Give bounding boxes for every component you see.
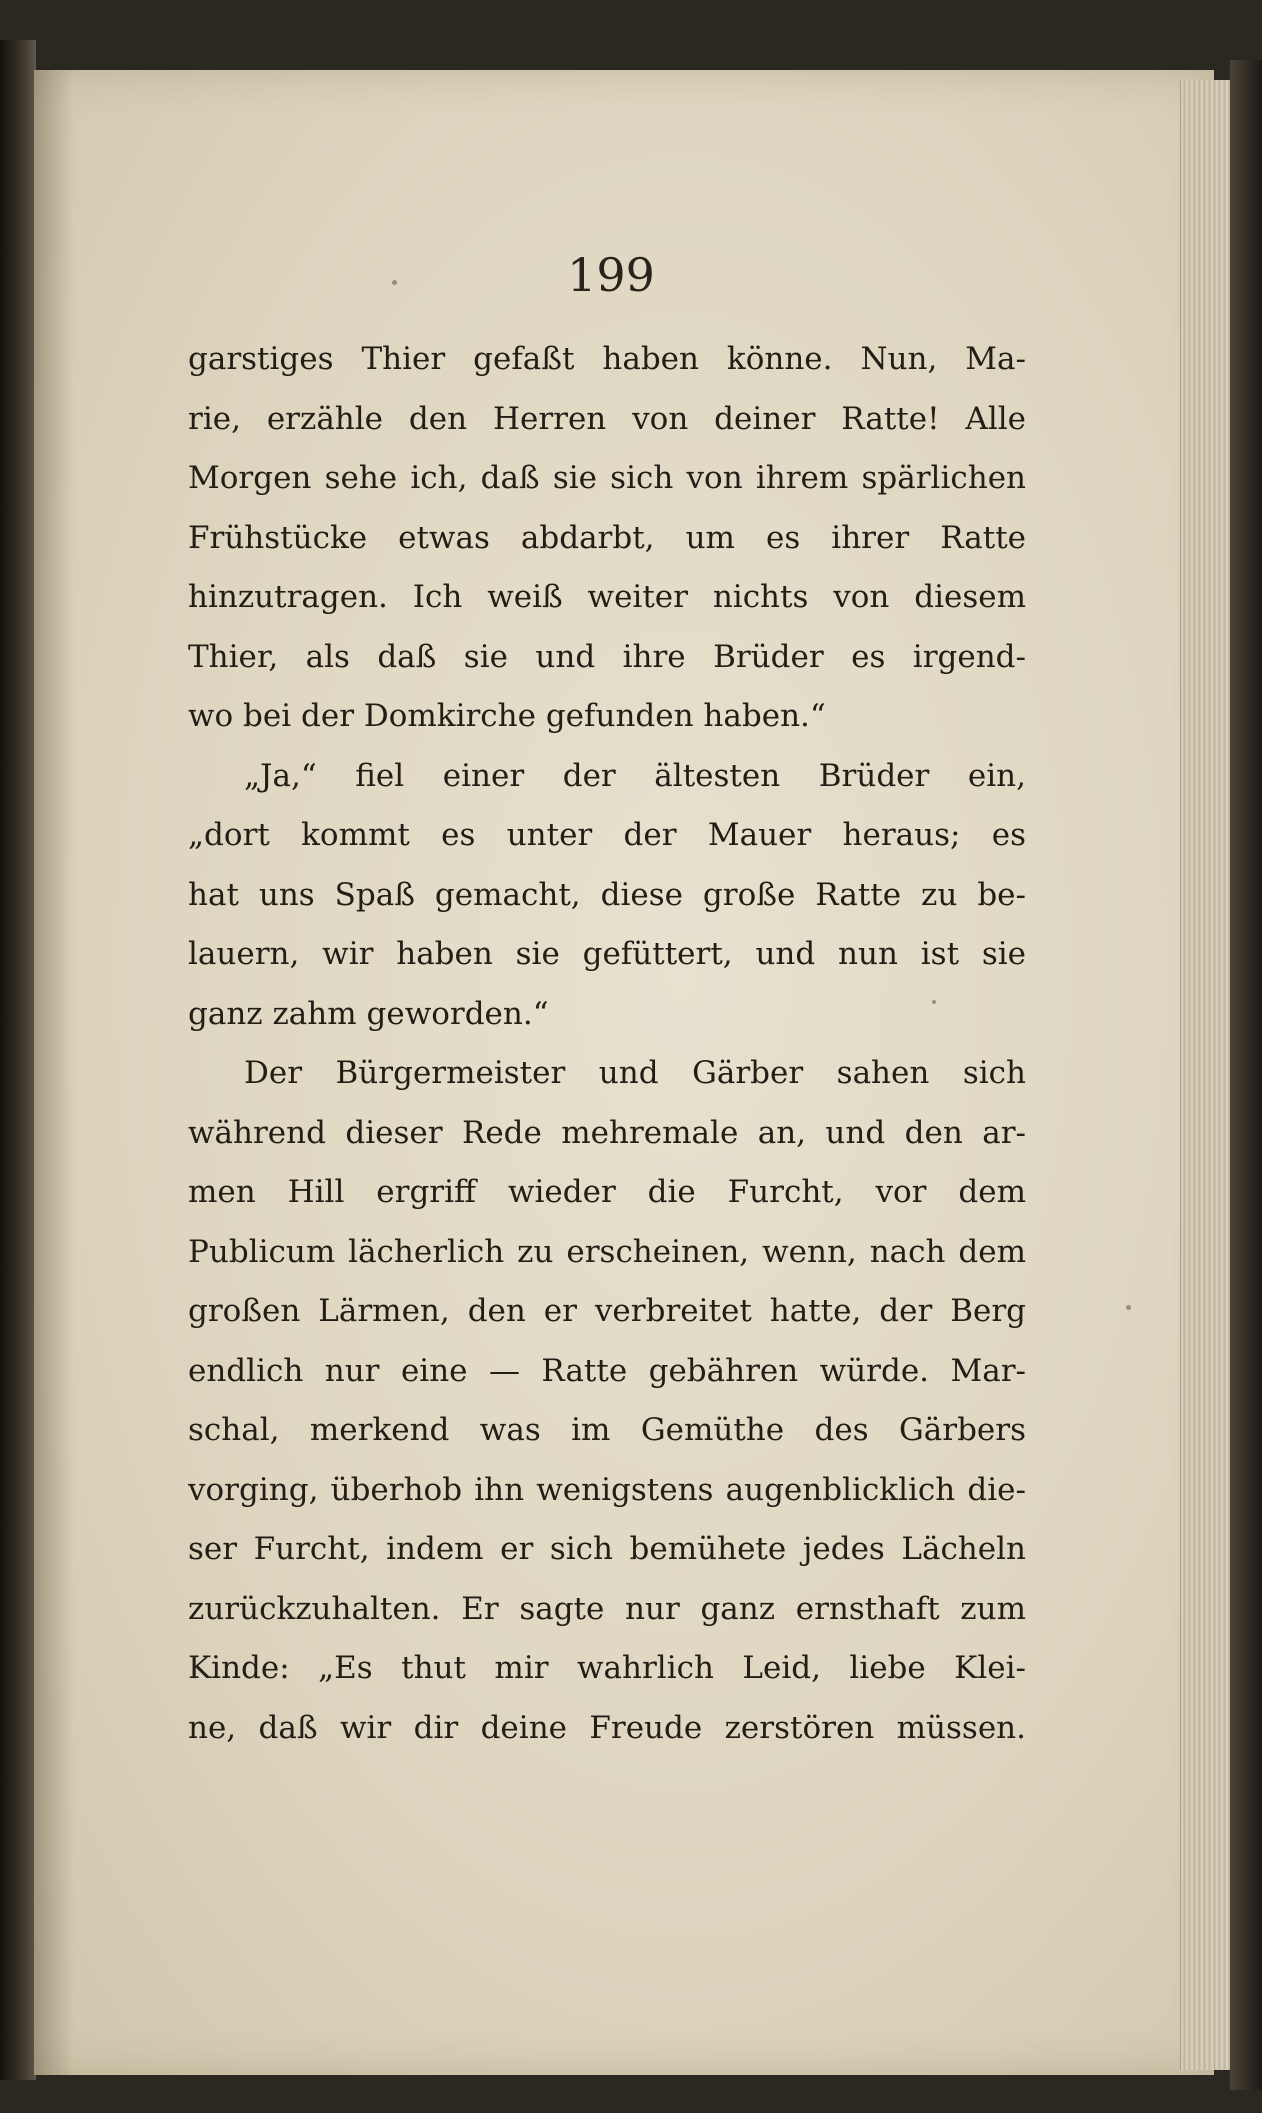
- text-line: Morgen sehe ich, daß sie sich von ihrem spärlichen: [188, 460, 1026, 496]
- text-line: wo bei der Domkirche gefunden haben.“: [188, 698, 826, 734]
- text-line: Kinde: „Es thut mir wahrlich Leid, liebe Klei-: [188, 1650, 1026, 1686]
- paper-speck: [1126, 1305, 1131, 1310]
- book-cover-edge: [1230, 60, 1262, 2090]
- text-line: men Hill ergriff wieder die Furcht, vor dem: [188, 1174, 1026, 1210]
- text-line: hat uns Spaß gemacht, diese große Ratte zu be-: [188, 876, 1026, 913]
- page-number: 199: [567, 248, 655, 302]
- text-line: Thier, als daß sie und ihre Brüder es irgend-: [188, 638, 1026, 675]
- text-line: „dort kommt es unter der Mauer heraus; es: [188, 817, 1026, 853]
- text-line: schal, merkend was im Gemüthe des Gärbers: [188, 1412, 1026, 1448]
- text-line: lauern, wir haben sie gefüttert, und nun ist sie: [188, 936, 1026, 972]
- text-line: endlich nur eine — Ratte gebähren würde. Mar-: [188, 1352, 1026, 1389]
- text-line: hinzutragen. Ich weiß weiter nichts von diesem: [188, 579, 1026, 615]
- text-line: „Ja,“ fiel einer der ältesten Brüder ein,: [244, 757, 1026, 794]
- text-line: ser Furcht, indem er sich bemühete jedes Lächeln: [188, 1531, 1026, 1567]
- text-line: zurückzuhalten. Er sagte nur ganz ernsthaft zum: [188, 1590, 1026, 1627]
- text-line: Der Bürgermeister und Gärber sahen sich: [244, 1055, 1026, 1091]
- text-line: garstiges Thier gefaßt haben könne. Nun, Ma-: [188, 341, 1026, 377]
- body-text: [188, 330, 1026, 1758]
- page-edges: [1180, 80, 1237, 2070]
- book-spine-edge: [0, 40, 36, 2080]
- text-line: vorging, überhob ihn wenigstens augenblicklich die-: [188, 1471, 1026, 1508]
- text-line: während dieser Rede mehremale an, und den ar-: [188, 1114, 1026, 1151]
- text-line: Frühstücke etwas abdarbt, um es ihrer Ratte: [188, 519, 1026, 556]
- text-line: ne, daß wir dir deine Freude zerstören müssen.: [188, 1709, 1026, 1746]
- text-line: ganz zahm geworden.“: [188, 995, 549, 1032]
- text-line: Publicum lächerlich zu erscheinen, wenn, nach dem: [188, 1233, 1026, 1270]
- text-line: großen Lärmen, den er verbreitet hatte, der Berg: [188, 1293, 1026, 1329]
- text-line: rie, erzähle den Herren von deiner Ratte! Alle: [188, 400, 1026, 437]
- page-gutter-shadow: [34, 70, 74, 2075]
